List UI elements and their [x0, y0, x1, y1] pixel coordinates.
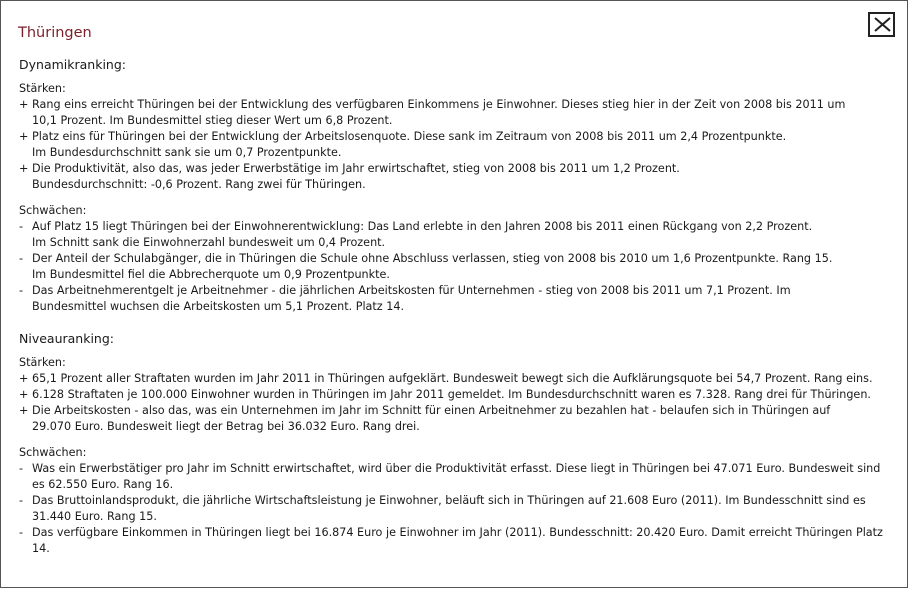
list-item	[19, 283, 904, 315]
plus-marker: +	[19, 98, 29, 111]
item-text: Das verfügbare Einkommen in Thüringen liegt bei 16.874 Euro je Einwohner im Jahr (2011). Bundesschnitt: 20.420 Euro. Damit erreicht Thüringen Platz 14.	[32, 526, 883, 555]
minus-marker: -	[19, 252, 24, 265]
list-item	[19, 525, 904, 557]
list-item	[19, 387, 904, 403]
list-item	[19, 97, 904, 129]
ranking-content	[19, 57, 904, 557]
minus-marker: -	[19, 494, 24, 507]
item-text: Was ein Erwerbstätiger pro Jahr im Schnitt erwirtschaftet, wird über die Produktivität erfasst. Diese liegt in Thüringen bei 47.071 Euro. Bundesweit sind es 62.550 Euro. Rang 16.	[32, 462, 881, 491]
minus-marker: -	[19, 462, 24, 475]
item-text: Platz eins für Thüringen bei der Entwicklung der Arbeitslosenquote. Diese sank im Zeitraum von 2008 bis 2011 um 2,4 Prozentpunkte. Im Bundesdurchschnitt sank sie um 0,7 Prozentpunkte.	[32, 130, 787, 159]
plus-marker: +	[19, 372, 29, 385]
item-text: Die Produktivität, also das, was jeder Erwerbstätige im Jahr erwirtschaftet, stieg von 2008 bis 2011 um 1,2 Prozent. Bundesdurchschnitt: -0,6 Prozent. Rang zwei für Thüringen.	[32, 162, 680, 191]
section-niveauranking	[19, 331, 904, 557]
item-text: Das Bruttoinlandsprodukt, die jährliche Wirtschaftsleistung je Einwohner, beläuft sich in Thüringen auf 21.608 Euro (2011). Im Bundesschnitt sind es 31.440 Euro. Rang 15.	[32, 494, 866, 523]
plus-marker: +	[19, 404, 29, 417]
minus-marker: -	[19, 220, 24, 233]
group-label-staerken: Stärken:	[19, 356, 66, 369]
item-text: Das Arbeitnehmerentgelt je Arbeitnehmer - die jährlichen Arbeitskosten für Unternehmen - stieg von 2008 bis 2011 um 7,1 Prozent. Im Bundesmittel wuchsen die Arbeitskosten um 5,1 Prozent. Platz 14.	[32, 284, 791, 313]
section-heading: Niveauranking:	[19, 331, 114, 346]
close-icon	[873, 16, 892, 33]
minus-marker: -	[19, 284, 24, 297]
list-item	[19, 403, 904, 435]
list-item	[19, 129, 904, 161]
item-text: 6.128 Straftaten je 100.000 Einwohner wurden in Thüringen im Jahr 2011 gemeldet. Im Bundesdurchschnitt waren es 7.328. Rang drei für Thüringen.	[32, 388, 871, 401]
plus-marker: +	[19, 130, 29, 143]
close-button[interactable]	[868, 12, 895, 37]
plus-marker: +	[19, 162, 29, 175]
list-item	[19, 371, 904, 387]
list-item	[19, 219, 904, 251]
section-heading: Dynamikranking:	[19, 57, 126, 72]
section-dynamikranking	[19, 57, 904, 315]
list-item	[19, 461, 904, 493]
panel-title: Thüringen	[18, 25, 92, 41]
list-item	[19, 493, 904, 525]
list-schwaechen	[19, 461, 904, 557]
group-label-schwaechen: Schwächen:	[19, 446, 87, 459]
item-text: 65,1 Prozent aller Straftaten wurden im Jahr 2011 in Thüringen aufgeklärt. Bundesweit bewegt sich die Aufklärungsquote bei 54,7 Prozent. Rang eins.	[32, 372, 873, 385]
list-schwaechen	[19, 219, 904, 315]
item-text: Der Anteil der Schulabgänger, die in Thüringen die Schule ohne Abschluss verlassen, stieg von 2008 bis 2010 um 1,6 Prozentpunkte. Rang 15. Im Bundesmittel fiel die Abbrecherquote um 0,9 Prozentpunkte.	[32, 252, 833, 281]
item-text: Auf Platz 15 liegt Thüringen bei der Einwohnerentwicklung: Das Land erlebte in den Jahren 2008 bis 2011 einen Rückgang von 2,2 Prozent. Im Schnitt sank die Einwohnerzahl bundesweit um 0,4 Prozent.	[32, 220, 813, 249]
item-text: Die Arbeitskosten - also das, was ein Unternehmen im Jahr im Schnitt für einen Arbeitnehmer zu bezahlen hat - belaufen sich in Thüringen auf 29.070 Euro. Bundesweit liegt der Betrag bei 36.032 Euro. Rang drei.	[32, 404, 831, 433]
list-staerken	[19, 97, 904, 193]
list-staerken	[19, 371, 904, 435]
list-item	[19, 251, 904, 283]
minus-marker: -	[19, 526, 24, 539]
group-label-staerken: Stärken:	[19, 82, 66, 95]
list-item	[19, 161, 904, 193]
group-label-schwaechen: Schwächen:	[19, 204, 87, 217]
plus-marker: +	[19, 388, 29, 401]
item-text: Rang eins erreicht Thüringen bei der Entwicklung des verfügbaren Einkommens je Einwohner. Dieses stieg hier in der Zeit von 2008 bis 2011 um 10,1 Prozent. Im Bundesmittel stieg dieser Wert um 6,8 Prozent.	[32, 98, 846, 127]
